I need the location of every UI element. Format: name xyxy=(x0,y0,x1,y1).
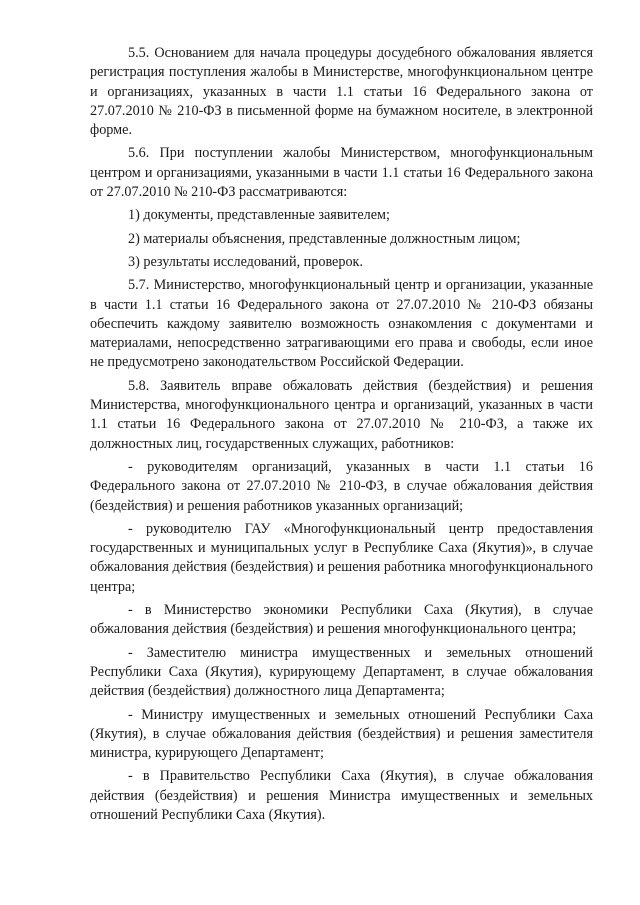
list-item: - Заместителю министра имущественных и земельных отношений Республики Саха (Якутия), курирующему Департамент, в случае обжалования действия (бездействия) должностного лица Департамента; xyxy=(90,644,593,700)
paragraph-5-6: 5.6. При поступлении жалобы Министерством, многофункциональным центром и организациями, указанными в части 1.1 статьи 16 Федерального закона от 27.07.2010 № 210-ФЗ рассматриваются: xyxy=(90,145,593,201)
list-item: - в Правительство Республики Саха (Якутия), в случае обжалования действия (бездействия) и решения Министра имущественных и земельных отношений Республики Саха (Якутия). xyxy=(90,768,593,823)
list-item: - руководителям организаций, указанных в части 1.1 статьи 16 Федерального закона от 27.07.2010 № 210-ФЗ, в случае обжалования действия (бездействия) и решения работников указанных организаций; xyxy=(90,458,593,514)
list-item: 3) результаты исследований, проверок. xyxy=(128,253,363,270)
list-item: - Министру имущественных и земельных отношений Республики Саха (Якутия), в случае обжалования действия (бездействия) и решения заместителя министра, курирующего Департамент; xyxy=(90,706,593,762)
paragraph-5-7: 5.7. Министерство, многофункциональный центр и организации, указанные в части 1.1 статьи 16 Федерального закона от 27.07.2010 № 210-ФЗ обязаны обеспечить каждому заявителю возможность ознакомления с документами и материалами, непосредственно затрагивающими его права и свободы, если иное не предусмотрено законодательством Российской Федерации. xyxy=(90,277,593,371)
paragraph-5-8: 5.8. Заявитель вправе обжаловать действия (бездействия) и решения Министерства, многофункционального центра и организаций, указанных в части 1.1 статьи 16 Федерального закона от 27.07.2010 № 210-ФЗ, а также их должностных лиц, государственных служащих, работников: xyxy=(90,377,593,452)
list-item: 1) документы, представленные заявителем; xyxy=(128,207,390,224)
list-item: 2) материалы объяснения, представленные должностным лицом; xyxy=(128,230,521,247)
document-page xyxy=(90,44,593,829)
paragraph-5-5: 5.5. Основанием для начала процедуры досудебного обжалования является регистрация поступления жалобы в Министерстве, многофункциональном центре и организациях, указанных в части 1.1 статьи 16 Федерального закона от 27.07.2010 № 210-ФЗ в письменной форме на бумажном носителе, в электронной форме. xyxy=(90,45,593,139)
list-item: - в Министерство экономики Республики Саха (Якутия), в случае обжалования действия (бездействия) и решения многофункционального центра; xyxy=(90,602,593,638)
list-item: - руководителю ГАУ «Многофункциональный центр предоставления государственных и муниципальных услуг в Республике Саха (Якутия)», в случае обжалования действия (бездействия) и решения работника многофункционального центра; xyxy=(90,520,593,595)
